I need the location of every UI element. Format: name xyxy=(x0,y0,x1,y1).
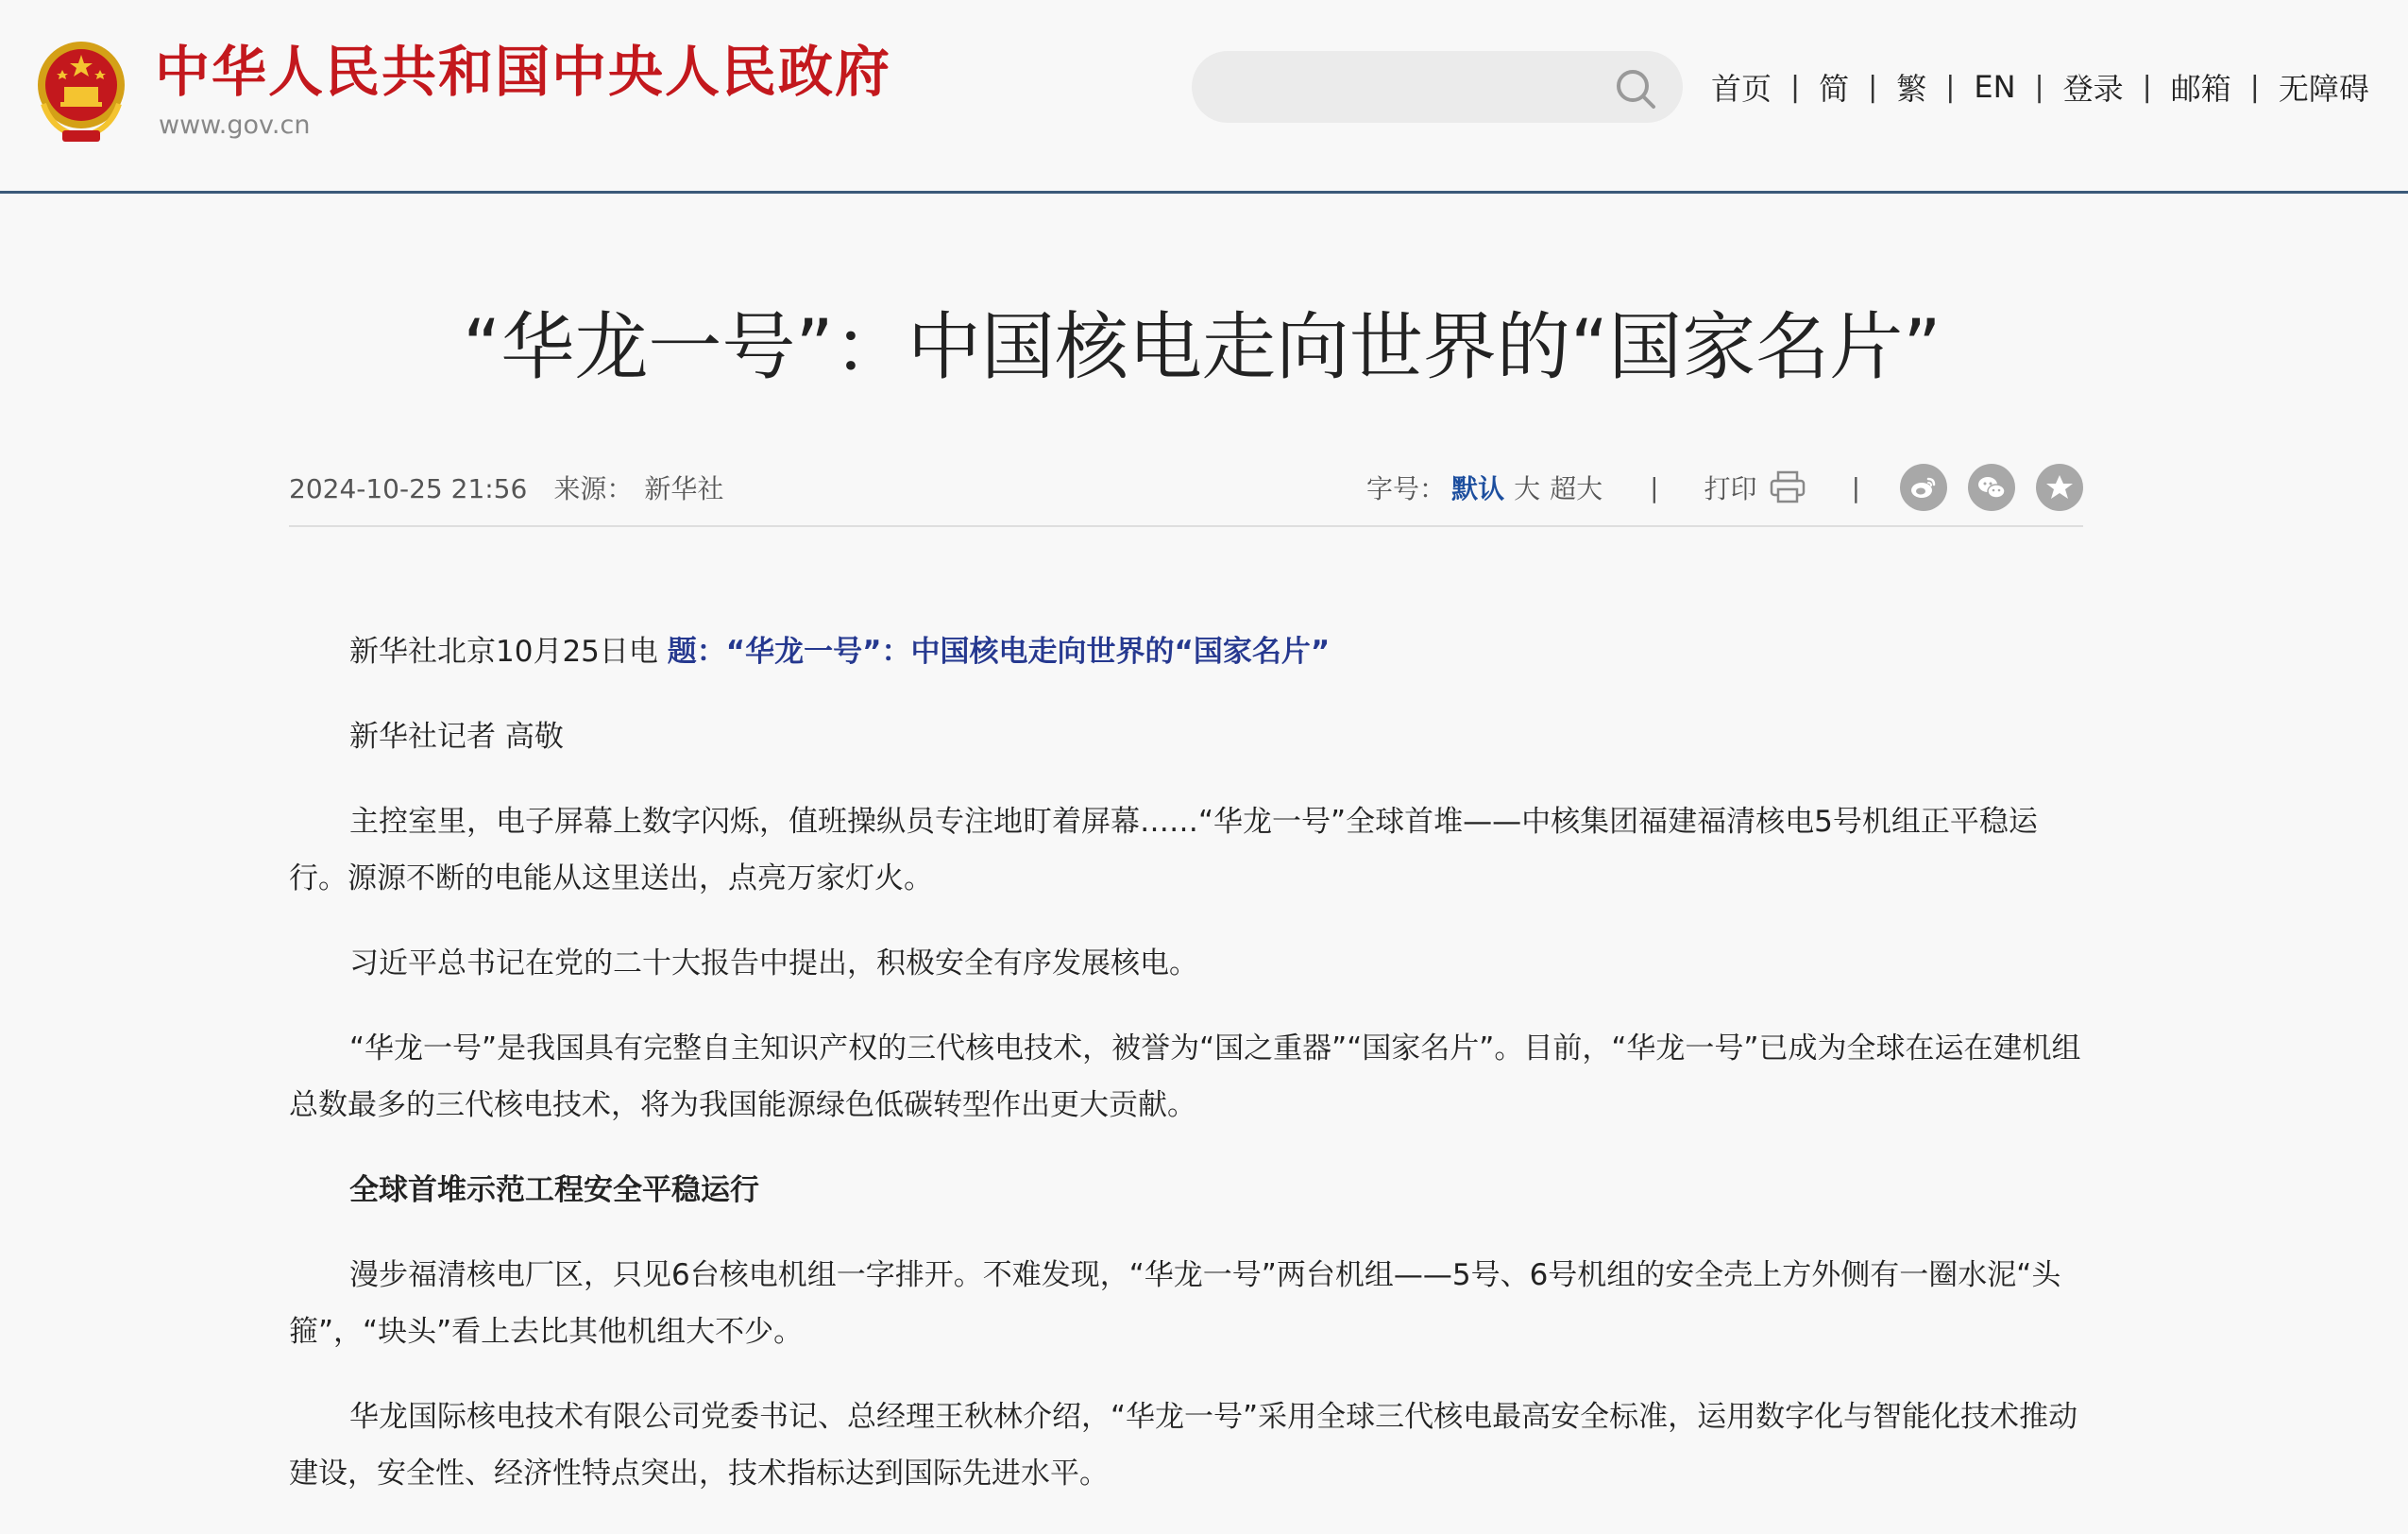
article-paragraph xyxy=(289,623,2083,680)
section-subheading: 全球首堆示范工程安全平稳运行 xyxy=(349,1173,759,1207)
source-value: 新华社 xyxy=(644,473,724,504)
reporter-line: 新华社记者 高敬 xyxy=(349,720,564,754)
search-box xyxy=(1192,51,1683,123)
article-paragraph: 主控室里，电子屏幕上数字闪烁，值班操纵员专注地盯着屏幕……“华龙一号”全球首堆——中核集团福建福清核电5号机组正平稳运行。源源不断的电能从这里送出，点亮万家灯火。 xyxy=(289,805,2038,895)
publish-date: 2024-10-25 21:56 xyxy=(289,473,528,504)
nav-separator: | xyxy=(1945,70,1956,104)
article-paragraph: 华龙国际核电技术有限公司党委书记、总经理王秋林介绍，“华龙一号”采用全球三代核电最高安全标准，运用数字化与智能化技术推动建设，安全性、经济性特点突出，技术指标达到国际先进水平。 xyxy=(289,1400,2078,1491)
weibo-icon[interactable] xyxy=(1900,464,1947,511)
nav-traditional[interactable]: 繁 xyxy=(1896,71,1927,107)
nav-separator: | xyxy=(2142,70,2152,104)
nav-separator: | xyxy=(1790,70,1801,104)
meta-separator: | xyxy=(1851,471,1860,503)
nav-english[interactable]: EN xyxy=(1974,69,2016,105)
dateline: 新华社北京10月25日电 xyxy=(349,635,668,669)
search-icon[interactable] xyxy=(1613,66,1658,111)
nav-separator: | xyxy=(2034,70,2044,104)
article-tools xyxy=(1366,461,2083,514)
nav-accessibility[interactable]: 无障碍 xyxy=(2278,71,2369,107)
nav-separator: | xyxy=(1868,70,1878,104)
article-paragraph: “华龙一号”是我国具有完整自主知识产权的三代核电技术，被誉为“国之重器”“国家名片”。目前，“华龙一号”已成为全球在运在建机组总数最多的三代核电技术，将为我国能源绿色低碳转型作出更大贡献。 xyxy=(289,1031,2081,1122)
site-header xyxy=(0,0,2408,194)
article-title: “华龙一号”：中国核电走向世界的“国家名片” xyxy=(463,305,1942,390)
font-size-default[interactable]: 默认 xyxy=(1451,473,1505,504)
print-button[interactable] xyxy=(1704,469,1806,506)
site-domain: www.gov.cn xyxy=(159,111,311,140)
nav-separator: | xyxy=(2249,70,2260,104)
site-title[interactable]: 中华人民共和国中央人民政府 xyxy=(155,40,892,104)
article-paragraph: 习近平总书记在党的二十大报告中提出，积极安全有序发展核电。 xyxy=(349,946,1198,980)
source-label: 来源： xyxy=(553,473,634,504)
font-size-label: 字号： xyxy=(1366,473,1447,504)
national-emblem-icon[interactable] xyxy=(34,38,128,144)
search-input[interactable] xyxy=(1224,51,1583,123)
article-body xyxy=(289,623,2083,1530)
nav-login[interactable]: 登录 xyxy=(2062,71,2124,107)
wechat-icon[interactable] xyxy=(1968,464,2015,511)
meta-separator: | xyxy=(1650,471,1659,503)
font-size-large[interactable]: 大 xyxy=(1514,473,1541,504)
article-meta-bar xyxy=(289,461,2083,527)
printer-icon xyxy=(1769,470,1806,504)
article-paragraph: 漫步福清核电厂区，只见6台核电机组一字排开。不难发现，“华龙一号”两台机组——5号、6号机组的安全壳上方外侧有一圈水泥“头箍”，“块头”看上去比其他机组大不少。 xyxy=(289,1258,2061,1349)
nav-home[interactable]: 首页 xyxy=(1711,71,1772,107)
article-meta-left xyxy=(289,469,723,506)
print-label: 打印 xyxy=(1704,473,1757,504)
nav-mailbox[interactable]: 邮箱 xyxy=(2170,71,2231,107)
nav-simplified[interactable]: 简 xyxy=(1819,71,1850,107)
favorite-icon[interactable] xyxy=(2036,464,2083,511)
top-nav xyxy=(1711,62,2369,111)
font-size-extra-large[interactable]: 超大 xyxy=(1550,473,1603,504)
lead-title: 题：“华龙一号”：中国核电走向世界的“国家名片” xyxy=(667,635,1331,669)
